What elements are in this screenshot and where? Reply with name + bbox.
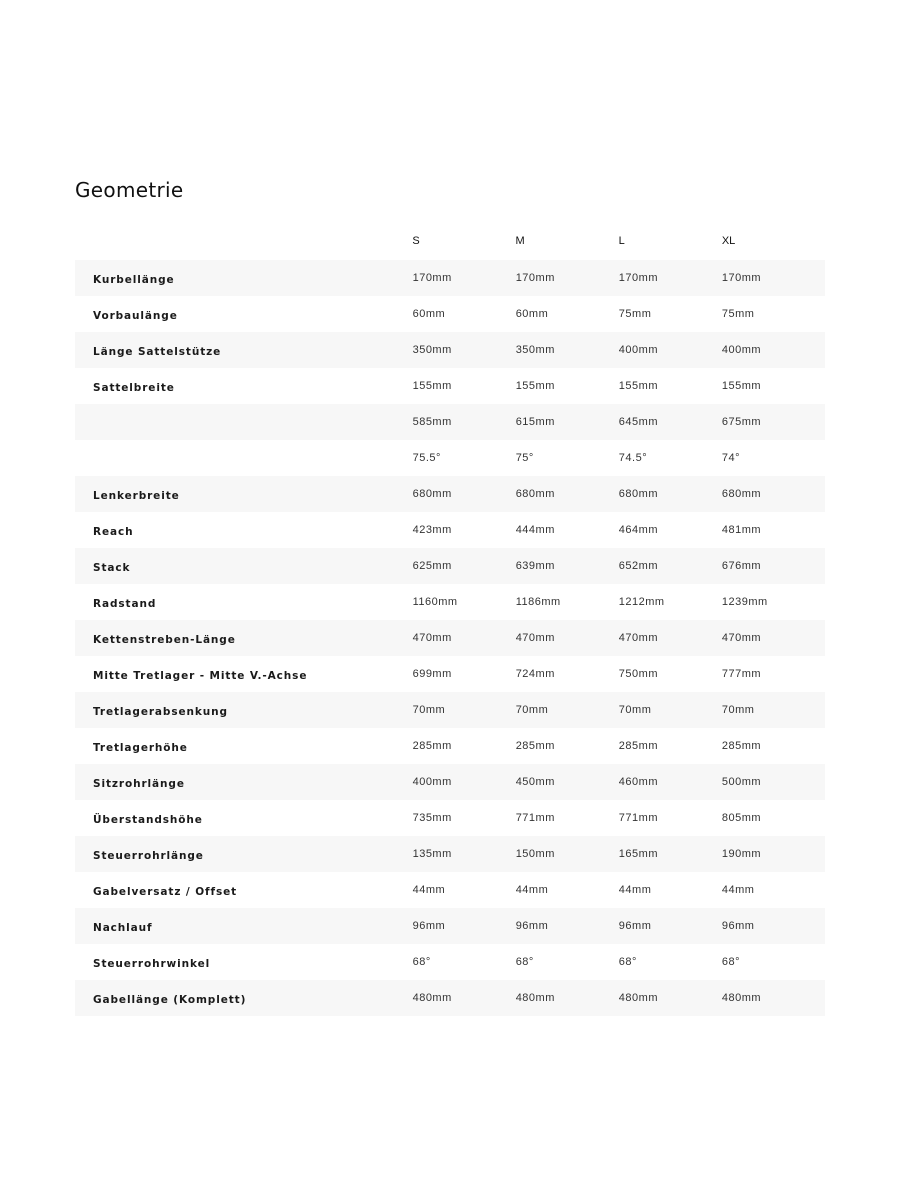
row-label: Überstandshöhe [93,814,203,826]
value-cell-l: 96mm [618,920,652,932]
row-label: Stack [93,562,131,574]
table-row [75,656,825,692]
value-cell-l: 1212mm [618,596,665,608]
value-cell-xl: 480mm [721,992,762,1004]
value-cell-m: 771mm [515,812,555,824]
value-cell-s: 44mm [412,884,446,896]
size-header-s: S [412,235,420,247]
row-label: Nachlauf [93,922,153,934]
value-cell-m: 96mm [515,920,549,932]
value-cell-s: 585mm [412,416,452,428]
value-cell-xl: 170mm [721,272,762,284]
value-cell-m: 68° [515,956,534,968]
row-label: Sitzrohrlänge [93,778,185,790]
value-cell-m: 155mm [515,380,555,392]
value-cell-l: 165mm [618,848,658,860]
value-cell-l: 470mm [618,632,658,644]
value-cell-m: 70mm [515,704,549,716]
value-cell-l: 155mm [618,380,658,392]
value-cell-xl: 74° [721,452,741,464]
value-cell-xl: 70mm [721,704,755,716]
row-label: Vorbaulänge [93,310,178,322]
table-row [75,476,825,512]
value-cell-xl: 1239mm [721,596,768,608]
value-cell-xl: 155mm [721,380,762,392]
value-cell-xl: 285mm [721,740,762,752]
value-cell-s: 70mm [412,704,446,716]
value-cell-l: 464mm [618,524,658,536]
row-label: Steuerrohrlänge [93,850,204,862]
value-cell-s: 699mm [412,668,452,680]
value-cell-l: 480mm [618,992,658,1004]
size-header-xl: XL [721,235,736,247]
table-row [75,764,825,800]
value-cell-l: 285mm [618,740,658,752]
table-row [75,296,825,332]
value-cell-s: 155mm [412,380,452,392]
value-cell-s: 60mm [412,308,446,320]
value-cell-m: 680mm [515,488,555,500]
table-row [75,944,825,980]
row-label: Tretlagerabsenkung [93,706,228,718]
value-cell-l: 75mm [618,308,652,320]
table-row [75,908,825,944]
table-body [75,260,825,1016]
value-cell-s: 480mm [412,992,452,1004]
table-row [75,512,825,548]
value-cell-s: 680mm [412,488,452,500]
value-cell-s: 350mm [412,344,452,356]
value-cell-m: 450mm [515,776,555,788]
table-row [75,800,825,836]
value-cell-l: 460mm [618,776,658,788]
value-cell-s: 625mm [412,560,452,572]
table-row [75,836,825,872]
table-row [75,872,825,908]
table-header-row [75,222,825,260]
value-cell-m: 44mm [515,884,549,896]
value-cell-xl: 805mm [721,812,762,824]
table-row [75,440,825,476]
value-cell-l: 750mm [618,668,658,680]
table-row [75,728,825,764]
table-row [75,620,825,656]
value-cell-xl: 500mm [721,776,762,788]
value-cell-xl: 44mm [721,884,755,896]
table-row [75,260,825,296]
row-label: Länge Sattelstütze [93,346,222,358]
table-row [75,692,825,728]
value-cell-m: 170mm [515,272,555,284]
value-cell-s: 735mm [412,812,452,824]
table-row [75,584,825,620]
value-cell-m: 724mm [515,668,555,680]
value-cell-xl: 190mm [721,848,762,860]
value-cell-s: 170mm [412,272,452,284]
value-cell-m: 350mm [515,344,555,356]
value-cell-xl: 680mm [721,488,762,500]
value-cell-xl: 400mm [721,344,762,356]
value-cell-s: 423mm [412,524,452,536]
value-cell-l: 68° [618,956,637,968]
row-label: Gabellänge (Komplett) [93,994,247,1006]
value-cell-s: 135mm [412,848,452,860]
row-label: Tretlagerhöhe [93,742,188,754]
row-label: Mitte Tretlager - Mitte V.-Achse [93,670,308,682]
value-cell-xl: 675mm [721,416,762,428]
value-cell-m: 480mm [515,992,555,1004]
value-cell-l: 645mm [618,416,658,428]
value-cell-l: 74.5° [618,452,648,464]
value-cell-m: 150mm [515,848,555,860]
row-label: Kurbellänge [93,274,175,286]
value-cell-m: 470mm [515,632,555,644]
table-row [75,332,825,368]
value-cell-m: 75° [515,452,534,464]
value-cell-l: 771mm [618,812,658,824]
table-row [75,368,825,404]
value-cell-m: 444mm [515,524,555,536]
value-cell-xl: 96mm [721,920,755,932]
table-row [75,404,825,440]
value-cell-l: 170mm [618,272,658,284]
value-cell-s: 400mm [412,776,452,788]
value-cell-s: 1160mm [412,596,458,608]
row-label: Radstand [93,598,157,610]
size-header-m: M [515,235,525,247]
value-cell-m: 615mm [515,416,555,428]
value-cell-m: 60mm [515,308,549,320]
value-cell-s: 285mm [412,740,452,752]
value-cell-s: 470mm [412,632,452,644]
value-cell-m: 639mm [515,560,555,572]
value-cell-m: 285mm [515,740,555,752]
value-cell-l: 70mm [618,704,652,716]
value-cell-l: 44mm [618,884,652,896]
value-cell-s: 75.5° [412,452,441,464]
value-cell-s: 68° [412,956,431,968]
row-label: Lenkerbreite [93,490,180,502]
value-cell-xl: 68° [721,956,741,968]
row-label: Sattelbreite [93,382,175,394]
value-cell-xl: 676mm [721,560,762,572]
table-row [75,980,825,1016]
row-label: Steuerrohrwinkel [93,958,211,970]
value-cell-xl: 777mm [721,668,762,680]
size-header-l: L [618,235,625,247]
row-label: Gabelversatz / Offset [93,886,238,898]
value-cell-l: 680mm [618,488,658,500]
value-cell-s: 96mm [412,920,446,932]
value-cell-m: 1186mm [515,596,561,608]
value-cell-xl: 481mm [721,524,762,536]
value-cell-l: 652mm [618,560,658,572]
value-cell-xl: 470mm [721,632,762,644]
row-label: Kettenstreben-Länge [93,634,236,646]
value-cell-xl: 75mm [721,308,755,320]
geometry-table [75,222,825,1016]
table-row [75,548,825,584]
value-cell-l: 400mm [618,344,658,356]
row-label: Reach [93,526,134,538]
page-title: Geometrie [75,178,184,202]
